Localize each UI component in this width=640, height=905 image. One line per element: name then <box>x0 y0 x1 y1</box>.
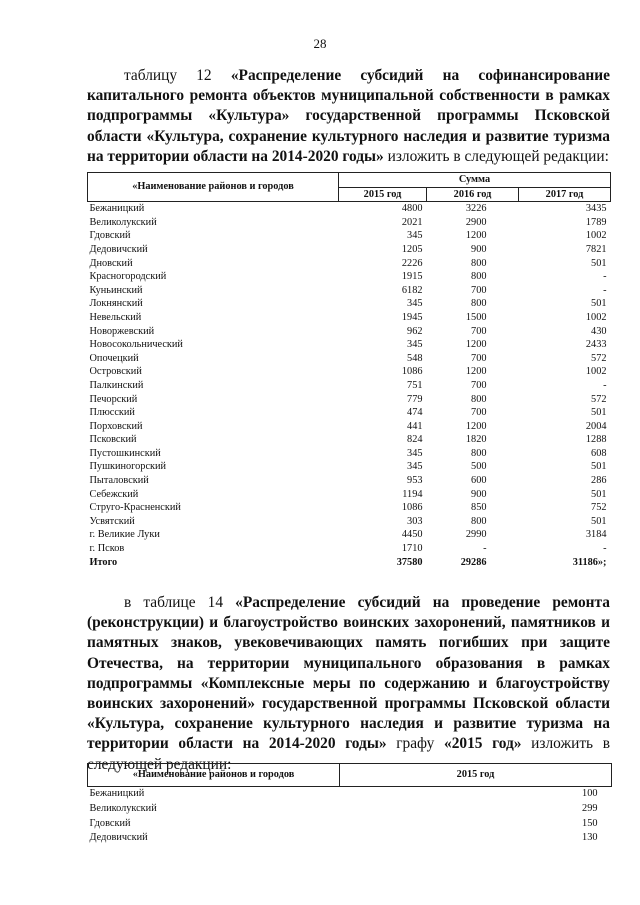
table-row <box>88 393 611 407</box>
value-2016: 500 <box>471 461 487 473</box>
value-2016: 2990 <box>465 529 487 541</box>
district-name: Струго-Красненский <box>89 502 181 514</box>
column-header-name: «Наименование районов и городов <box>88 764 340 787</box>
district-name: Новосокольнический <box>89 339 183 351</box>
value-2016: 850 <box>471 502 487 514</box>
column-header-2017: 2017 год <box>519 187 611 202</box>
column-header-sum: Сумма <box>339 173 611 188</box>
value-2016: 800 <box>471 447 487 459</box>
value-2015: 1710 <box>401 543 423 555</box>
total-label: Итого <box>89 556 118 568</box>
value-2015: 962 <box>407 325 423 337</box>
page-number: 28 <box>313 36 327 51</box>
district-name: Печорский <box>89 393 138 405</box>
table-row <box>88 379 611 393</box>
table-row <box>88 831 612 846</box>
value-2017: 501 <box>591 488 607 500</box>
table-12-body <box>88 202 611 570</box>
table-12-title: «Распределение субсидий на софинансирование капитального ремонта объектов муниципальной собственности в рамках подпрограммы «Культура» государственной программы Псковской области «Культура, сохранение культурного наследия и развитие туризма на территории области на 2014-2020 годы» <box>87 67 610 165</box>
district-name: г. Великие Луки <box>89 529 160 541</box>
value-2017: 501 <box>591 461 607 473</box>
table-row <box>88 297 611 311</box>
value-2015: 1086 <box>401 366 423 378</box>
district-name: Плюсский <box>89 407 135 419</box>
value-2016: 1200 <box>465 339 487 351</box>
district-name: Бежаницкий <box>89 203 145 215</box>
value-2017: 2004 <box>585 420 607 432</box>
district-name: Дедовичский <box>89 243 148 255</box>
column-reference: «2015 год» <box>444 735 522 753</box>
table-row <box>88 515 611 529</box>
value-2016: 700 <box>471 379 487 391</box>
value-2016: 900 <box>471 243 487 255</box>
value-2017: 572 <box>591 393 607 405</box>
district-name: Великолукский <box>89 802 157 814</box>
paragraph-mid: графу <box>386 735 444 753</box>
value-2015: 751 <box>407 379 423 391</box>
value-2017: 1002 <box>585 366 607 378</box>
table-row <box>88 243 611 257</box>
value-2015: 345 <box>407 298 423 310</box>
value-2017: - <box>603 271 607 283</box>
district-name: Усвятский <box>89 515 135 527</box>
table-row <box>88 325 611 339</box>
district-name: Псковский <box>89 434 137 446</box>
table-14-title: «Распределение субсидий на проведение ремонта (реконструкции) и благоустройство воинских захоронений, памятников и памятных знаков, увековечивающих память погибших при защите Отечества, на территории муниципального образования в рамках подпрограммы «Комплексные меры по содержанию и благоустройству воинских захоронений» государственной программы Псковской области «Культура, сохранение культурного наследия и развитие туризма на территории области на 2014-2020 годы» <box>87 594 610 753</box>
table-row <box>88 433 611 447</box>
value-2015: 345 <box>407 461 423 473</box>
value-2017: 430 <box>591 325 607 337</box>
district-name: Себежский <box>89 488 139 500</box>
value-2015: 4450 <box>401 529 423 541</box>
total-2015: 37580 <box>396 556 423 568</box>
value-2015: 548 <box>407 352 423 364</box>
paragraph-table-14 <box>87 593 610 775</box>
table-row <box>88 787 612 802</box>
paragraph-tail: изложить в следующей редакции: <box>383 147 609 165</box>
value-2016: 1200 <box>465 420 487 432</box>
table-row <box>88 802 612 817</box>
district-name: Пушкиногорский <box>89 461 167 473</box>
table-14-body <box>88 787 612 847</box>
district-name: Локнянский <box>89 298 143 310</box>
value-2016: 1200 <box>465 230 487 242</box>
paragraph-intro: в таблице 14 <box>124 594 236 611</box>
district-name: Куньинский <box>89 284 143 296</box>
table-row <box>88 460 611 474</box>
column-header-2015: 2015 год <box>339 187 427 202</box>
table-row <box>88 284 611 298</box>
value-2017: 286 <box>591 475 607 487</box>
value-2015: 4800 <box>401 203 423 215</box>
table-row <box>88 474 611 488</box>
value-2015: 130 <box>582 832 598 844</box>
value-2015: 303 <box>407 515 423 527</box>
value-2016: 700 <box>471 352 487 364</box>
column-header-name: «Наименование районов и городов <box>88 173 339 202</box>
total-2017: 31186»; <box>572 556 607 568</box>
value-2017: 3184 <box>585 529 607 541</box>
value-2017: - <box>603 379 607 391</box>
value-2017: - <box>603 284 607 296</box>
value-2016: 1200 <box>465 366 487 378</box>
table-row <box>88 352 611 366</box>
district-name: Пыталовский <box>89 475 149 487</box>
district-name: Красногородский <box>89 271 167 283</box>
value-2015: 100 <box>582 788 598 799</box>
subsidy-table-12 <box>87 172 611 569</box>
value-2015: 1915 <box>401 271 423 283</box>
value-2015: 474 <box>407 407 423 419</box>
value-2015: 1945 <box>401 311 423 323</box>
value-2015: 824 <box>407 434 423 446</box>
district-name: Палкинский <box>89 379 144 391</box>
value-2017: 7821 <box>585 243 607 255</box>
value-2017: 608 <box>591 447 607 459</box>
district-name: Невельский <box>89 311 142 323</box>
value-2016: 700 <box>471 325 487 337</box>
value-2017: 752 <box>591 502 607 514</box>
subsidy-table-14 <box>87 763 612 846</box>
value-2017: 501 <box>591 298 607 310</box>
value-2016: 800 <box>471 257 487 269</box>
district-name: Дновский <box>89 257 133 269</box>
value-2017: 3435 <box>585 203 607 215</box>
value-2015: 345 <box>407 230 423 242</box>
value-2016: 900 <box>471 488 487 500</box>
paragraph-tail: изложить в следующей редакции: <box>87 735 610 773</box>
value-2016: 700 <box>471 284 487 296</box>
value-2015: 2226 <box>401 257 423 269</box>
district-name: Пустошкинский <box>89 447 161 459</box>
value-2017: 501 <box>591 257 607 269</box>
district-name: Островский <box>89 366 142 378</box>
district-name: Гдовский <box>89 817 131 829</box>
value-2015: 2021 <box>401 216 423 228</box>
table-row <box>88 817 612 832</box>
district-name: Дедовичский <box>89 832 148 844</box>
table-row <box>88 501 611 515</box>
value-2017: 572 <box>591 352 607 364</box>
value-2015: 779 <box>407 393 423 405</box>
table-row <box>88 528 611 542</box>
value-2016: 3226 <box>465 203 487 215</box>
table-row <box>88 406 611 420</box>
value-2015: 345 <box>407 339 423 351</box>
table-row <box>88 216 611 230</box>
value-2015: 1194 <box>402 488 423 500</box>
value-2017: 1789 <box>585 216 607 228</box>
table-row <box>88 270 611 284</box>
value-2015: 345 <box>407 447 423 459</box>
district-name: Бежаницкий <box>89 788 145 799</box>
value-2017: 1288 <box>585 434 607 446</box>
table-row <box>88 447 611 461</box>
column-header-2016: 2016 год <box>427 187 519 202</box>
value-2017: 2433 <box>585 339 607 351</box>
total-row <box>88 556 611 570</box>
value-2016: 800 <box>471 271 487 283</box>
table-row <box>88 202 611 216</box>
value-2017: 501 <box>591 407 607 419</box>
value-2015: 150 <box>582 817 598 829</box>
district-name: г. Псков <box>89 543 125 555</box>
district-name: Новоржевский <box>89 325 155 337</box>
value-2016: - <box>483 543 487 555</box>
value-2015: 1086 <box>401 502 423 514</box>
district-name: Опочецкий <box>89 352 139 364</box>
district-name: Порховский <box>89 420 143 432</box>
district-name: Гдовский <box>89 230 131 242</box>
value-2016: 800 <box>471 515 487 527</box>
value-2017: 1002 <box>585 311 607 323</box>
column-header-2015: 2015 год <box>340 764 612 787</box>
paragraph-intro: таблицу 12 <box>124 67 231 84</box>
value-2017: 1002 <box>585 230 607 242</box>
value-2017: - <box>603 543 607 555</box>
total-2016: 29286 <box>460 556 487 568</box>
table-row <box>88 365 611 379</box>
value-2016: 800 <box>471 393 487 405</box>
value-2015: 441 <box>407 420 423 432</box>
table-row <box>88 257 611 271</box>
value-2016: 800 <box>471 298 487 310</box>
value-2017: 501 <box>591 515 607 527</box>
table-row <box>88 338 611 352</box>
value-2016: 700 <box>471 407 487 419</box>
value-2015: 1205 <box>401 243 423 255</box>
value-2015: 953 <box>407 475 423 487</box>
value-2016: 600 <box>471 475 487 487</box>
value-2015: 6182 <box>401 284 423 296</box>
table-row <box>88 311 611 325</box>
value-2016: 1820 <box>465 434 487 446</box>
value-2016: 2900 <box>465 216 487 228</box>
paragraph-table-12 <box>87 66 610 167</box>
value-2016: 1500 <box>465 311 487 323</box>
district-name: Великолукский <box>89 216 157 228</box>
table-row <box>88 488 611 502</box>
value-2015: 299 <box>582 802 598 814</box>
table-row <box>88 420 611 434</box>
table-row <box>88 229 611 243</box>
table-row <box>88 542 611 556</box>
